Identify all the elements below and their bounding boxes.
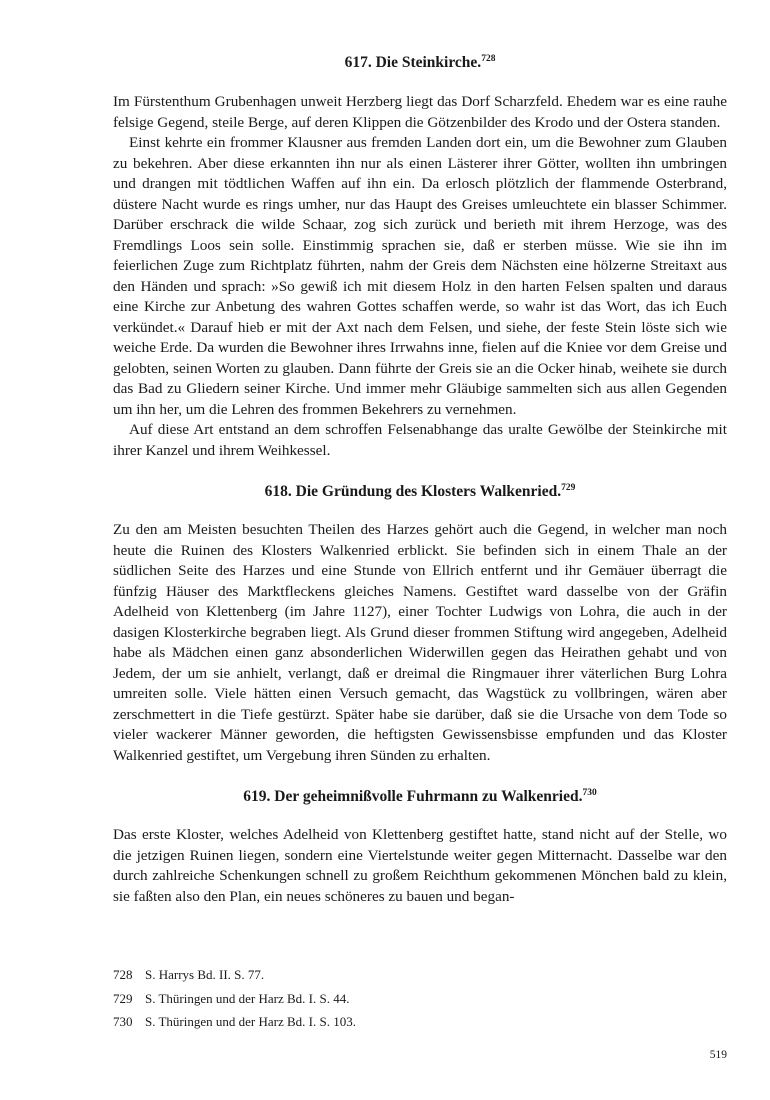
section-title: 618. Die Gründung des Klosters Walkenried.$^{729}$: [264, 482, 576, 500]
section-618: [113, 481, 727, 766]
footnote-text: S. Thüringen und der Harz Bd. I. S. 103.: [145, 1014, 356, 1029]
footnote-text: S. Harrys Bd. II. S. 77.: [145, 967, 265, 982]
page-number: 519: [709, 1049, 727, 1061]
paragraph: Im Fürstenthum Grubenhagen unweit Herzberg liegt das Dorf Scharzfeld. Ehedem war es eine rauhe felsige Gegend, steile Berge, auf deren Klippen die Götzenbilder des Krodo und der Ostera standen.: [113, 93, 727, 131]
footnote-ref[interactable]: 730: [582, 787, 597, 798]
paragraph: Auf diese Art entstand an dem schroffen Felsenabhange das uralte Gewölbe der Steinkirche mit ihrer Kanzel und ihrem Weihkessel.: [113, 421, 727, 459]
footnote-text: S. Thüringen und der Harz Bd. I. S. 44.: [145, 990, 350, 1006]
section-title: 619. Der geheimnißvolle Fuhrmann zu Walkenried.$^{730}$: [243, 787, 597, 805]
footnote-number: 729: [113, 990, 133, 1006]
section-617: [113, 52, 727, 461]
footnote-ref[interactable]: 728: [481, 53, 496, 64]
footnote-number: 728: [113, 967, 133, 982]
paragraph: Zu den am Meisten besuchten Theilen des Harzes gehört auch die Gegend, in welcher man noch heute die Ruinen des Klosters Walkenried erblickt. Sie befinden sich in einem Thale an der südlichen Seite des Harzes und eine Stunde von Ellrich entfernt und ihr Gemäuer überragt die fünfzig Häuser des Marktfleckens gleiches Namens. Gestiftet ward dasselbe von der Gräfin Adelheid von Klettenberg (im Jahre 1127), einer Tochter Ludwigs von Lohra, die auch in der dasigen Klosterkirche begraben liegt. Als Grund dieser frommen Stiftung wird angegeben, Adelheid habe als Mädchen einen ganz absonderlichen Widerwillen gegen das Heirathen gehabt und von Jedem, der um sie anhielt, verlangt, daß er dreimal die Ringmauer ihrer väterlichen Burg Lohra umreiten solle. Viele hätten einen Versuch gemacht, das Wagstück zu vollbringen, wären aber zerschmettert in die Tiefe gestürzt. Später habe sie darüber, daß sie die Ursache von dem Tode so vieler wackerer Männer geworden, die heftigsten Gewissensbisse empfunden und das Kloster Walkenried gestiftet, um Vergebung ihren Sünden zu erhalten.: [113, 521, 727, 764]
footnote: [113, 963, 727, 987]
footnotes: [113, 963, 727, 1034]
section-619: [113, 786, 727, 907]
section-title: 617. Die Steinkirche.$^{728}$: [344, 53, 496, 71]
footnote: [113, 1010, 727, 1034]
paragraph: Das erste Kloster, welches Adelheid von Klettenberg gestiftet hatte, stand nicht auf der Stelle, wo die jetzigen Ruinen liegen, sondern eine Viertelstunde weiter gegen Mitternacht. Dasselbe war den durch zahlreiche Schenkungen schnell zu großem Reichthum gekommenen Mönchen bald zu klein, sie faßten also den Plan, ein neues schöneres zu bauen und began-: [113, 826, 727, 905]
footnote-ref[interactable]: 729: [561, 482, 576, 493]
page-body: [113, 52, 727, 907]
footnote: [113, 987, 727, 1011]
paragraph: Einst kehrte ein frommer Klausner aus fremden Landen dort ein, um die Bewohner zum Glauben zu bekehren. Aber diese erkannten ihn nur als einen Lästerer ihrer Götter, wollten ihn umbringen und drangen mit tödtlichen Waffen auf ihn ein. Da erlosch plötzlich der flammende Osterbrand, düstere Nacht wurde es rings umher, nur das Haupt des Greises umleuchtete ein blasser Schimmer. Darüber erschrack die wilde Schaar, zog sich zurück und berieth mit ihrem Herzoge, was des Fremdlings Loos sein solle. Einstimmig sprachen sie, daß er sterben müsse. Wie sie ihn im feierlichen Zuge zum Richtplatz führten, nahm der Greis dem Nächsten eine hölzerne Streitaxt aus den Händen und sprach: »So gewiß ich mit diesem Holz in den harten Felsen spalten und daraus eine Kirche zur Anbetung des wahren Gottes schaffen werde, so wahr ist das Wort, das ich Euch verkündet.« Darauf hieb er mit der Axt nach dem Felsen, und siehe, der feste Stein löste sich wie weiche Erde. Da wurden die Bewohner ihres Irrwahns inne, fielen auf die Kniee vor dem Greise und gelobten, seinen Worten zu glauben. Dann führte der Greis sie an die Ocker hinab, weihete sie durch das Bad zu Gliedern seiner Kirche. Und immer mehr Gläubige sammelten sich aus allen Gegenden um ihn her, um die Lehren des frommen Bekehrers zu vernehmen.: [113, 134, 727, 418]
footnote-number: 730: [113, 1014, 133, 1029]
